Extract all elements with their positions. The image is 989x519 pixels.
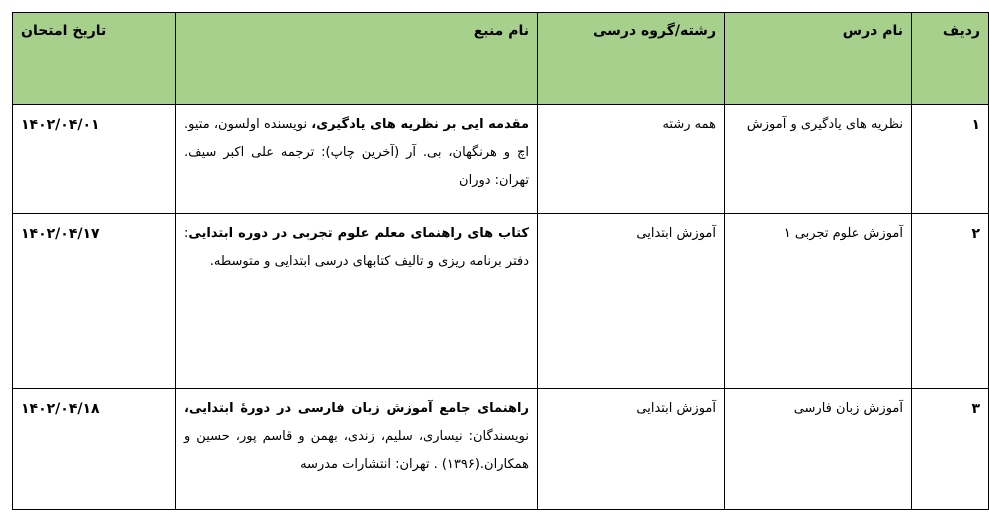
row-number: ۳ (912, 389, 989, 510)
table-row (13, 389, 989, 510)
course-name: آموزش زبان فارسی (725, 389, 912, 510)
header-exam-date: تاریخ امتحان (13, 13, 176, 105)
exam-date: ۱۴۰۲/۰۴/۱۷ (13, 214, 176, 389)
header-row-number: ردیف (912, 13, 989, 105)
source-details: نویسنده اولسون، متیو. اچ و هرنگهان، بی. آر (آخرین چاپ): ترجمه علی اکبر سیف. تهران: دوران (184, 117, 529, 188)
exam-date: ۱۴۰۲/۰۴/۱۸ (13, 389, 176, 510)
table-row (13, 214, 989, 389)
course-group: آموزش ابتدایی (538, 214, 725, 389)
source-name (176, 214, 538, 389)
header-course-group: رشته/گروه درسی (538, 13, 725, 105)
header-source-name: نام منبع (176, 13, 538, 105)
course-name: نظریه های یادگیری و آموزش (725, 105, 912, 214)
course-group: آموزش ابتدایی (538, 389, 725, 510)
source-title: کتاب های راهنمای معلم علوم تجربی در دوره ابتدایی (188, 226, 529, 241)
row-number: ۱ (912, 105, 989, 214)
row-number: ۲ (912, 214, 989, 389)
source-name (176, 105, 538, 214)
header-course-name: نام درس (725, 13, 912, 105)
source-details: نویسندگان: نیساری، سلیم، زندی، بهمن و قاسم پور، حسین و همکاران.(۱۳۹۶) . تهران: انتشارات مدرسه (184, 429, 529, 472)
source-title: راهنمای جامع آموزش زبان فارسی در دورهٔ ابتدایی، (184, 401, 529, 416)
exam-date: ۱۴۰۲/۰۴/۰۱ (13, 105, 176, 214)
source-name (176, 389, 538, 510)
header-row (13, 13, 989, 105)
source-title: مقدمه ایی بر نظریه های یادگیری، (311, 117, 529, 132)
source-details: : دفتر برنامه ریزی و تالیف کتابهای درسی ابتدایی و متوسطه. (184, 226, 529, 269)
table-row (13, 105, 989, 214)
course-group: همه رشته (538, 105, 725, 214)
course-name: آموزش علوم تجربی ۱ (725, 214, 912, 389)
exam-schedule-table (12, 12, 989, 510)
